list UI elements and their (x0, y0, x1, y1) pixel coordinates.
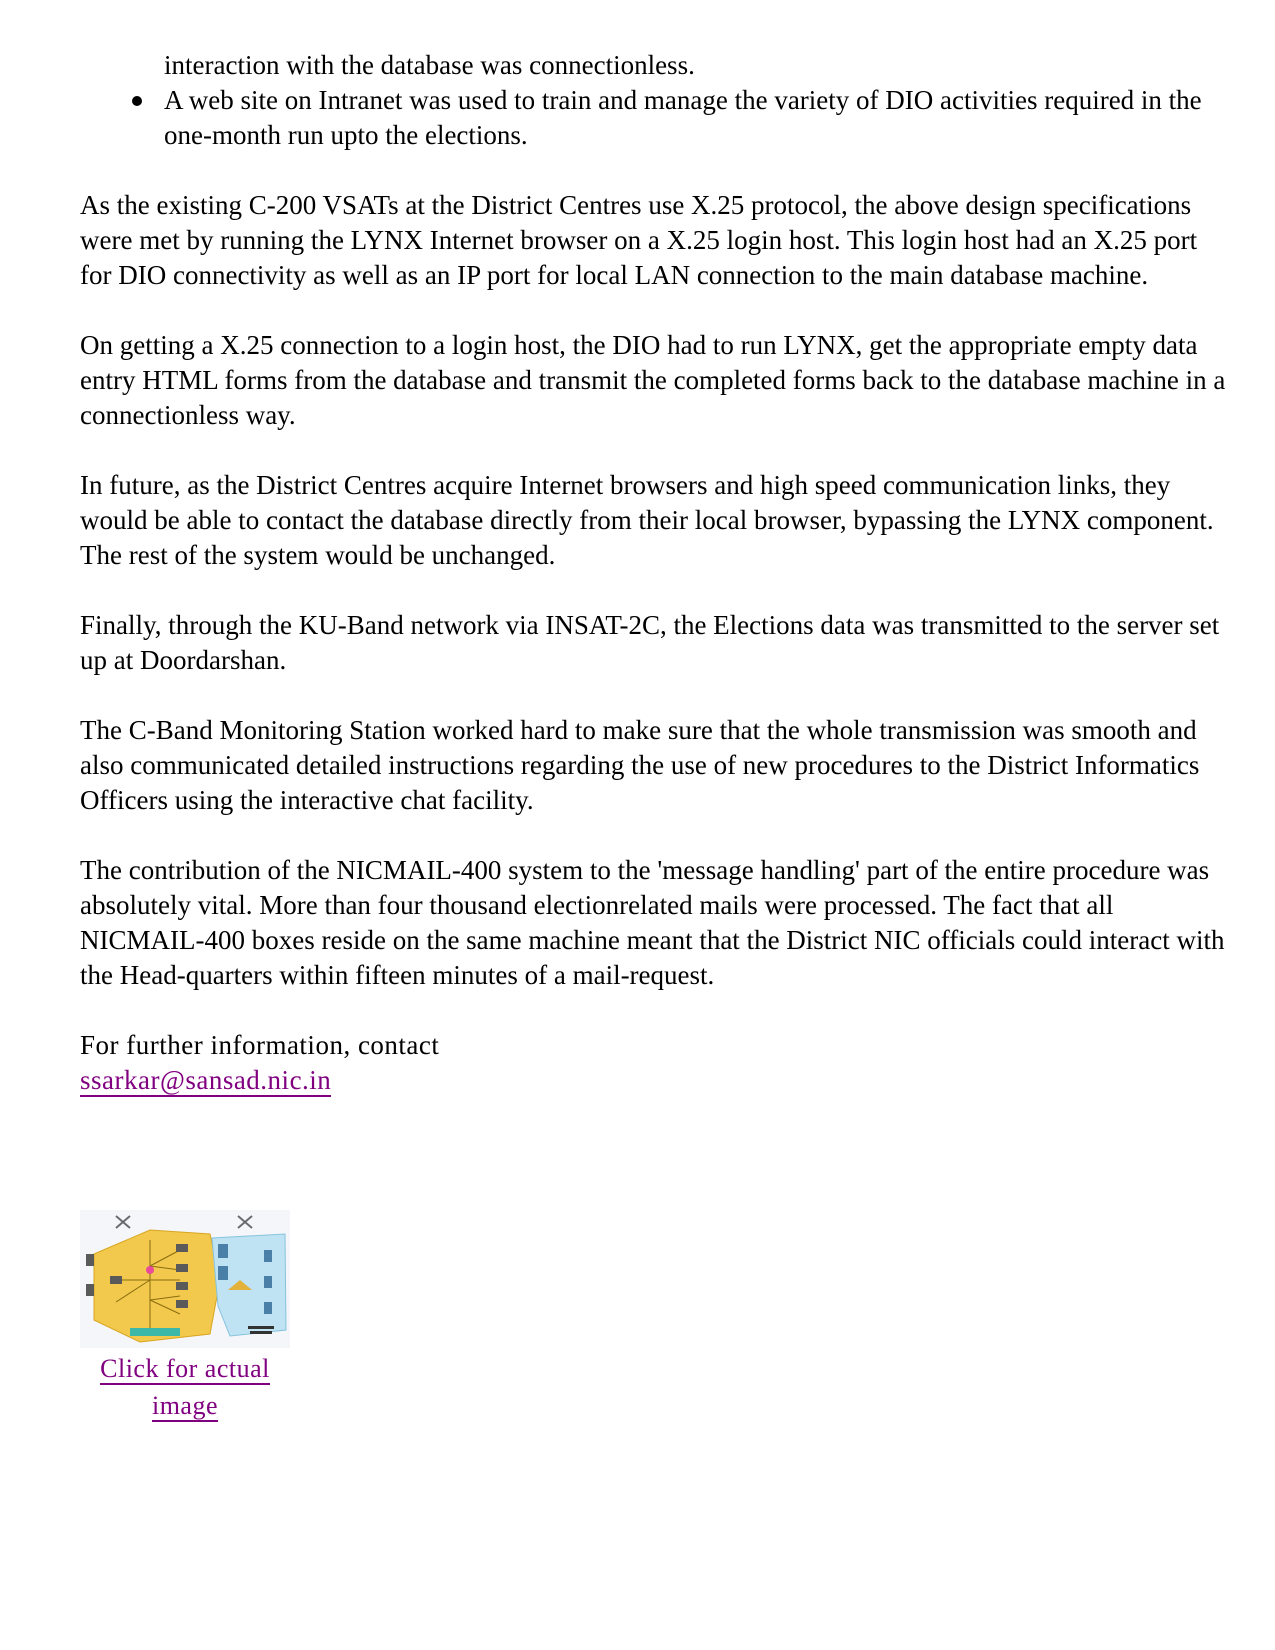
paragraph-nicmail: The contribution of the NICMAIL-400 system to the 'message handling' part of the entire procedure was absolutely vital. More than four thousand electionrelated mails were processed. The fact that all NICMAIL-400 boxes reside on the same machine meant that the District NIC officials could interact with the Head-quarters within fifteen minutes of a mail-request. (80, 855, 1225, 990)
contact-email-link[interactable]: ssarkar@sansad.nic.in (80, 1065, 332, 1095)
paragraph-x25-design: As the existing C-200 VSATs at the District Centres use X.25 protocol, the above design specifications were met by running the LYNX Internet browser on a X.25 login host. This login host had an X.25 port for DIO connectivity as well as an IP port for local LAN connection to the main database machine. (80, 190, 1198, 290)
figure-caption (80, 1350, 290, 1424)
paragraph-lynx-procedure: On getting a X.25 connection to a login host, the DIO had to run LYNX, get the appropriate empty data entry HTML forms from the database and transmit the completed forms back to the database machine in a connectionless way. (80, 330, 1226, 430)
contact-label: For further information, contact (80, 1030, 440, 1060)
contact-block (80, 1028, 1230, 1098)
paragraph-ku-band: Finally, through the KU-Band network via INSAT-2C, the Elections data was transmitted to the server set up at Doordarshan. (80, 610, 1220, 675)
bullet-item (80, 83, 1230, 153)
document-body (80, 48, 1230, 1098)
network-diagram-thumbnail[interactable] (80, 1210, 290, 1348)
bullet-continuation: interaction with the database was connectionless. (164, 50, 695, 80)
network-diagram-figure (80, 1210, 290, 1424)
actual-image-link[interactable]: Click for actual image (100, 1354, 270, 1420)
paragraph-future-browsers: In future, as the District Centres acquire Internet browsers and high speed communication links, they would be able to contact the database directly from their local browser, bypassing the LYNX component. The rest of the system would be unchanged. (80, 470, 1214, 570)
bullet-list (80, 83, 1230, 153)
bullet-dot-icon (132, 96, 142, 106)
paragraph-c-band-monitoring: The C-Band Monitoring Station worked hard to make sure that the whole transmission was smooth and also communicated detailed instructions regarding the use of new procedures to the District Informatics Officers using the interactive chat facility. (80, 715, 1200, 815)
bullet-text: A web site on Intranet was used to train and manage the variety of DIO activities required in the one-month run upto the elections. (164, 85, 1202, 150)
